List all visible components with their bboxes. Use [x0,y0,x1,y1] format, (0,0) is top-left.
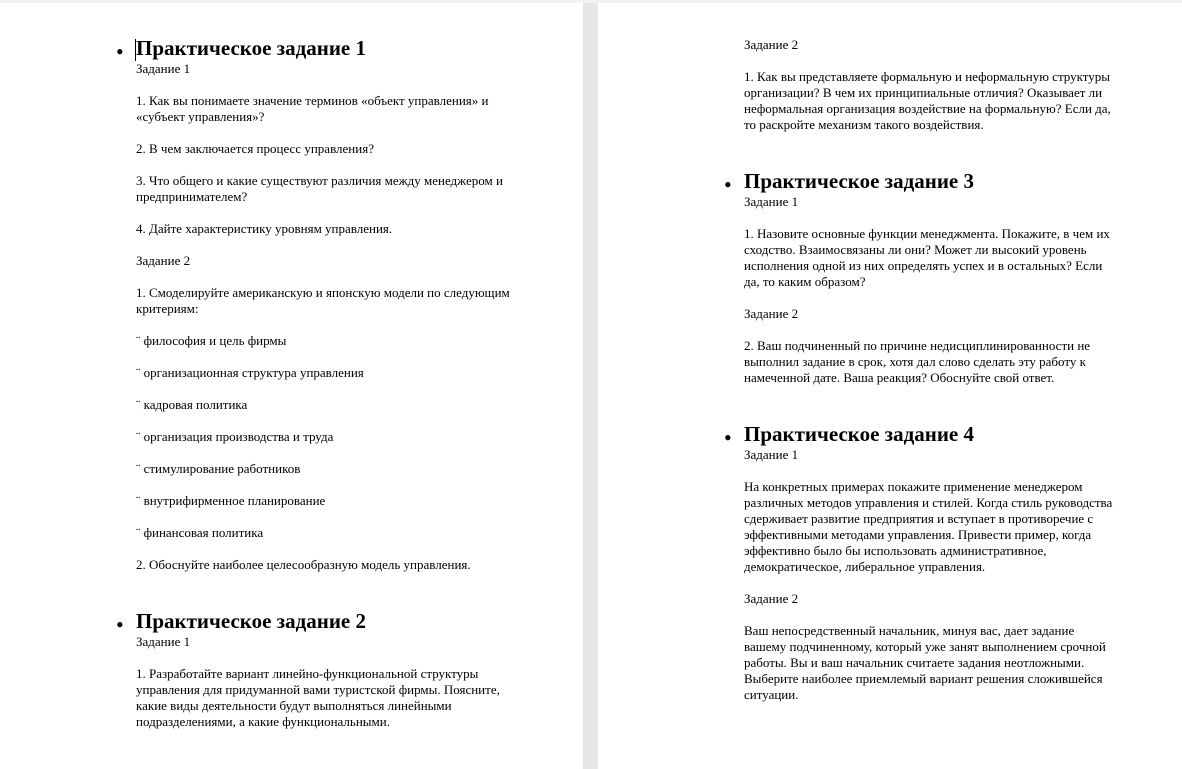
page-right-content [724,37,1116,719]
section-task-3 [724,169,1116,386]
paragraph: Ваш непосредственный начальник, минуя вас, дает задание вашему подчиненному, который уже занят выполнением срочной работы. Вы и ваш начальник считаете задания неотложными. Выберите наиболее приемлемый вариант решения сложившейся ситуации. [744,623,1106,702]
section-task-1 [116,36,516,573]
criteria-item: ¨ организационная структура управления [136,365,364,380]
section-task-2 [116,609,516,730]
paragraph: 4. Дайте характеристику уровням управления. [136,221,393,236]
paragraph: 1. Назовите основные функции менеджмента. Покажите, в чем их сходство. Взаимосвязаны ли они? Может ли высокий уровень исполнения одной из них определять успех и в остальных? Если да, то каким образом? [744,226,1110,289]
criteria-item: ¨ философия и цель фирмы [136,333,287,348]
paragraph: 1. Разработайте вариант линейно-функциональной структуры управления для придуманной вами туристской фирмы. Поясните, какие виды деятельности будут выполняться линейными подразделениями, а какие функциональными. [136,666,500,729]
section-heading: Практическое задание 4 [744,422,974,446]
section-heading: Практическое задание 3 [744,169,974,193]
paragraph: Задание 2 [744,37,799,52]
page-left-content [116,36,516,746]
paragraph: Задание 2 [744,591,799,606]
paragraph: 2. Обоснуйте наиболее целесообразную модель управления. [136,557,471,572]
bullet-icon: • [116,39,124,64]
paragraph: Задание 1 [744,194,799,209]
paragraph: 1. Смоделируйте американскую и японскую модели по следующим критериям: [136,285,510,316]
paragraph: 3. Что общего и какие существуют различия между менеджером и предпринимателем? [136,173,503,204]
paragraph: Задание 1 [136,61,191,76]
criteria-item: ¨ стимулирование работников [136,461,301,476]
bullet-icon: • [724,172,732,197]
paragraph: Задание 1 [744,447,799,462]
section-task-4 [724,422,1116,703]
paragraph: 2. Ваш подчиненный по причине недисциплинированности не выполнил задание в срок, хотя дал слово сделать эту работу к намеченной дате. Ваша реакция? Обоснуйте свой ответ. [744,338,1091,385]
paragraph: 1. Как вы понимаете значение терминов «объект управления» и «субъект управления»? [136,93,489,124]
section-task-2-continued [744,37,1116,133]
section-heading: Практическое задание 2 [136,609,366,633]
criteria-item: ¨ финансовая политика [136,525,264,540]
document-page-left[interactable] [0,3,583,769]
paragraph: Задание 2 [136,253,191,268]
bullet-icon: • [724,425,732,450]
criteria-item: ¨ внутрифирменное планирование [136,493,326,508]
paragraph: 1. Как вы представляете формальную и неформальную структуры организации? В чем их принципиальные отличия? Оказывает ли неформальная организация воздействие на формальную? Если да, то раскройте механизм такого воздействия. [744,69,1111,132]
bullet-icon: • [116,612,124,637]
paragraph: Задание 2 [744,306,799,321]
criteria-item: ¨ организация производства и труда [136,429,334,444]
paragraph: Задание 1 [136,634,191,649]
document-page-right[interactable] [598,3,1182,769]
paragraph: На конкретных примерах покажите применение менеджером различных методов управления и стилей. Когда стиль руководства сдерживает развитие предприятия и вступает в противоречие с эффективными методами управления. Привести пример, когда эффективно было бы использовать административное, демократическое, либеральное управления. [744,479,1113,574]
paragraph: 2. В чем заключается процесс управления? [136,141,374,156]
criteria-item: ¨ кадровая политика [136,397,248,412]
section-heading: Практическое задание 1 [136,36,366,60]
